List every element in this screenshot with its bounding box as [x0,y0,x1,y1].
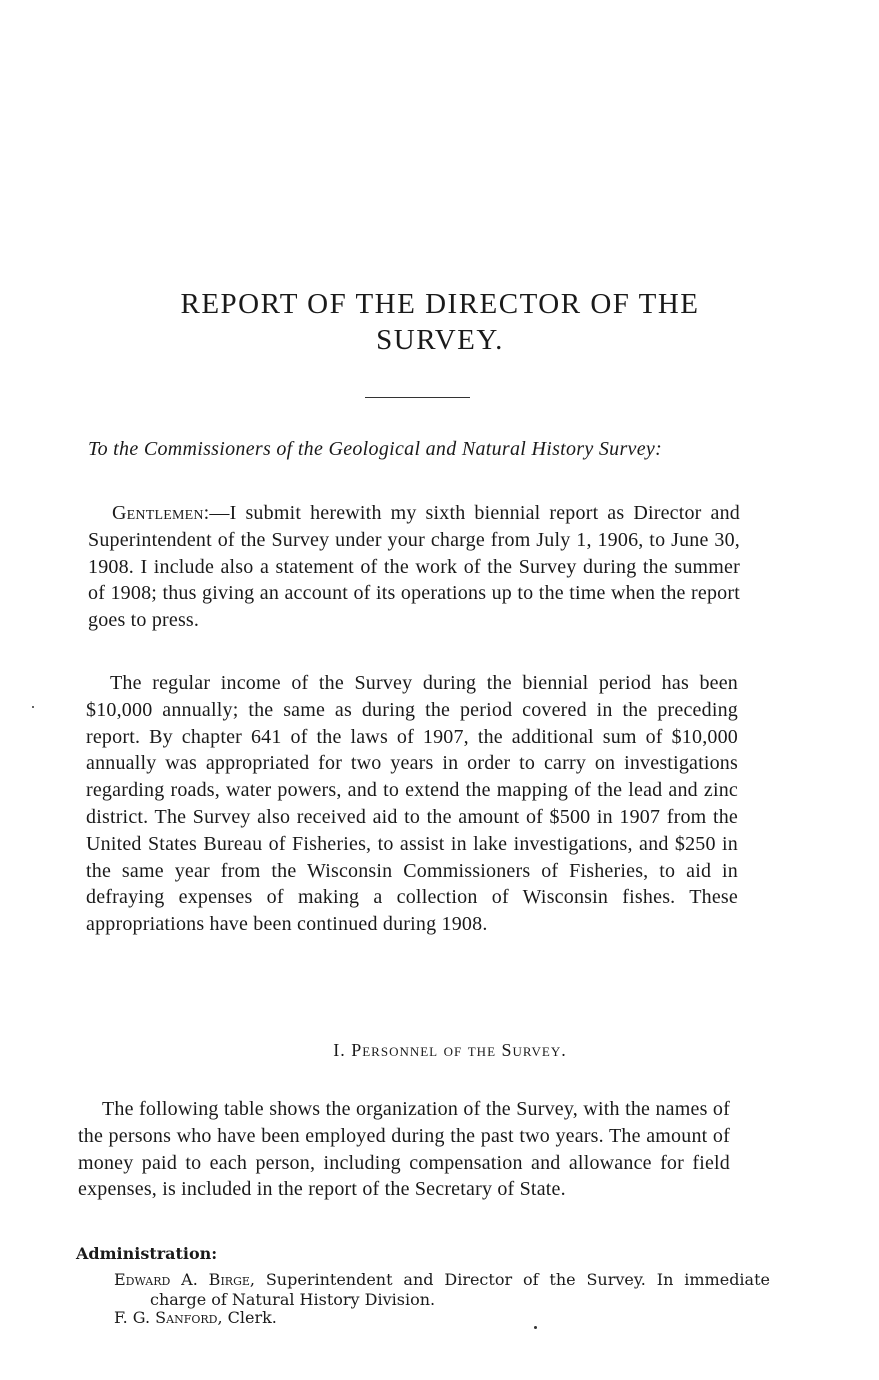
paragraph-1-text: :—I submit herewith my sixth biennial report as Director and Superintendent of the Survey under your charge from July 1, 1906, to June 30, 1908. I include also a statement of the work of the Survey during the summer of 1908; thus giving an account of its operations up to the time when the report goes to press. [88,502,740,632]
paragraph-3: The following table shows the organization of the Survey, with the names of the persons who have been employed during the past two years. The amount of money paid to each person, including compensation and allowance for field expenses, is included in the report of the Secretary of State. [78,1098,730,1201]
staff-entry [114,1308,277,1328]
section-heading: I. Personnel of the Survey. [333,1040,567,1060]
address-line: To the Commissioners of the Geological and Natural History Survey: [88,438,663,460]
staff-name: Edward A. Birge [114,1270,250,1289]
staff-role: , Clerk. [217,1308,277,1327]
report-title-line-2: SURVEY. [376,324,504,356]
staff-entry [114,1270,770,1310]
report-title-line-1: REPORT OF THE DIRECTOR OF THE [180,288,700,320]
ink-speck [32,706,34,708]
report-title [100,286,780,358]
paragraph-2: The regular income of the Survey during the biennial period has been $10,000 annually; the same as during the period covered in the preceding report. By chapter 641 of the laws of 1907, the additional sum of $10,000 annually was appropriated for two years in order to carry on investigations regarding roads, water powers, and to extend the mapping of the lead and zinc district. The Survey also received aid to the amount of $500 in 1907 from the United States Bureau of Fisheries, to assist in lake investigations, and $250 in the same year from the Wisconsin Commissioners of Fisheries, to aid in defraying expenses of making a collection of Wisconsin fishes. These appropriations have been continued during 1908. [86,672,738,936]
salutation: Gentlemen [112,502,204,524]
paragraph-1 [88,500,740,634]
staff-name: F. G. Sanford [114,1308,218,1327]
staff-role: , Superintendent and Director of the Survey. In immediate charge of Natural History Division. [150,1270,770,1309]
administration-label: Administration: [76,1244,218,1263]
title-divider [365,397,470,398]
ink-speck [534,1326,537,1329]
